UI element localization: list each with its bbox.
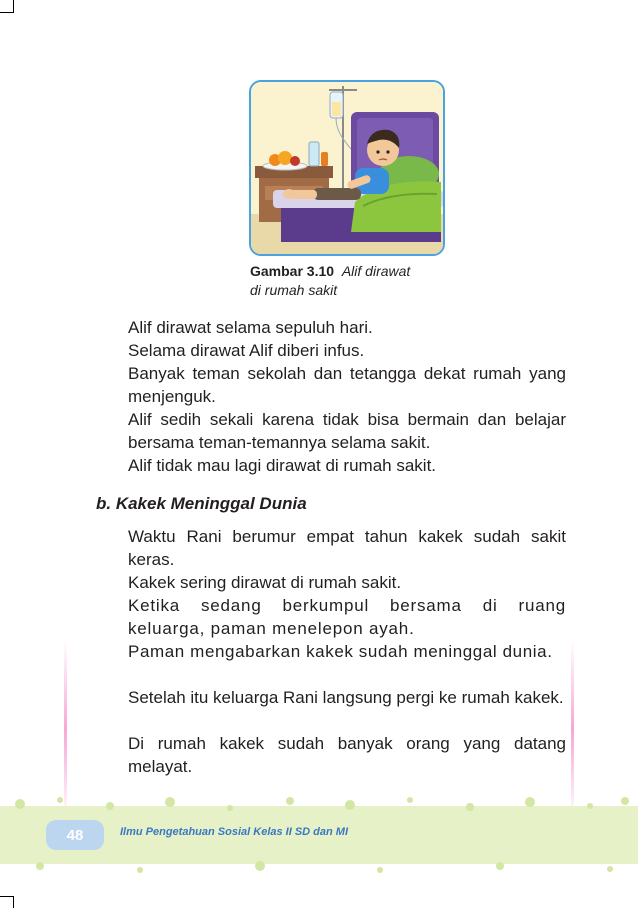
paragraph-a1: Alif dirawat selama sepuluh hari. (128, 318, 373, 337)
paragraph-b2: Kakek sering dirawat di rumah sakit. (128, 573, 402, 592)
figure-label: Gambar 3.10 (250, 263, 335, 279)
page-number-badge (46, 820, 104, 850)
paragraph-a5: Alif tidak mau lagi dirawat di rumah sakit. (128, 456, 437, 475)
paragraph-a2: Selama dirawat Alif diberi infus. (128, 341, 365, 360)
crop-mark-top-h (0, 12, 14, 13)
paragraph-b6: Di rumah kakek sudah banyak orang yang datang melayat. (128, 734, 566, 776)
crop-mark-bottom-h (0, 896, 14, 897)
paragraph-b4: Paman mengabarkan kakek sudah meninggal dunia. (128, 642, 553, 661)
figure-caption-line1: Alif dirawat (341, 263, 411, 279)
paragraph-a4: Alif sedih sekali karena tidak bisa bermain dan belajar bersama teman-temannya selama sakit. (128, 410, 566, 452)
crop-mark-bottom (13, 896, 14, 908)
right-page-glow (571, 640, 574, 820)
figure-caption-line2: di rumah sakit (250, 282, 338, 298)
paragraph-a3: Banyak teman sekolah dan tetangga dekat rumah yang menjenguk. (128, 364, 566, 406)
paragraph-b3: Ketika sedang berkumpul bersama di ruang keluarga, paman menelepon ayah. (128, 596, 566, 638)
footer-book-title: Ilmu Pengetahuan Sosial Kelas II SD dan MI (120, 826, 348, 838)
figure-caption (250, 262, 490, 300)
paragraph-b5: Setelah itu keluarga Rani langsung pergi ke rumah kakek. (128, 688, 564, 707)
section-b-heading: b. Kakek Meninggal Dunia (96, 494, 307, 513)
crop-mark-top (13, 0, 14, 12)
page-number: 48 (66, 826, 84, 844)
hospital-illustration (249, 80, 445, 256)
left-page-glow (64, 640, 67, 820)
paragraph-b1: Waktu Rani berumur empat tahun kakek sudah sakit keras. (128, 527, 566, 569)
